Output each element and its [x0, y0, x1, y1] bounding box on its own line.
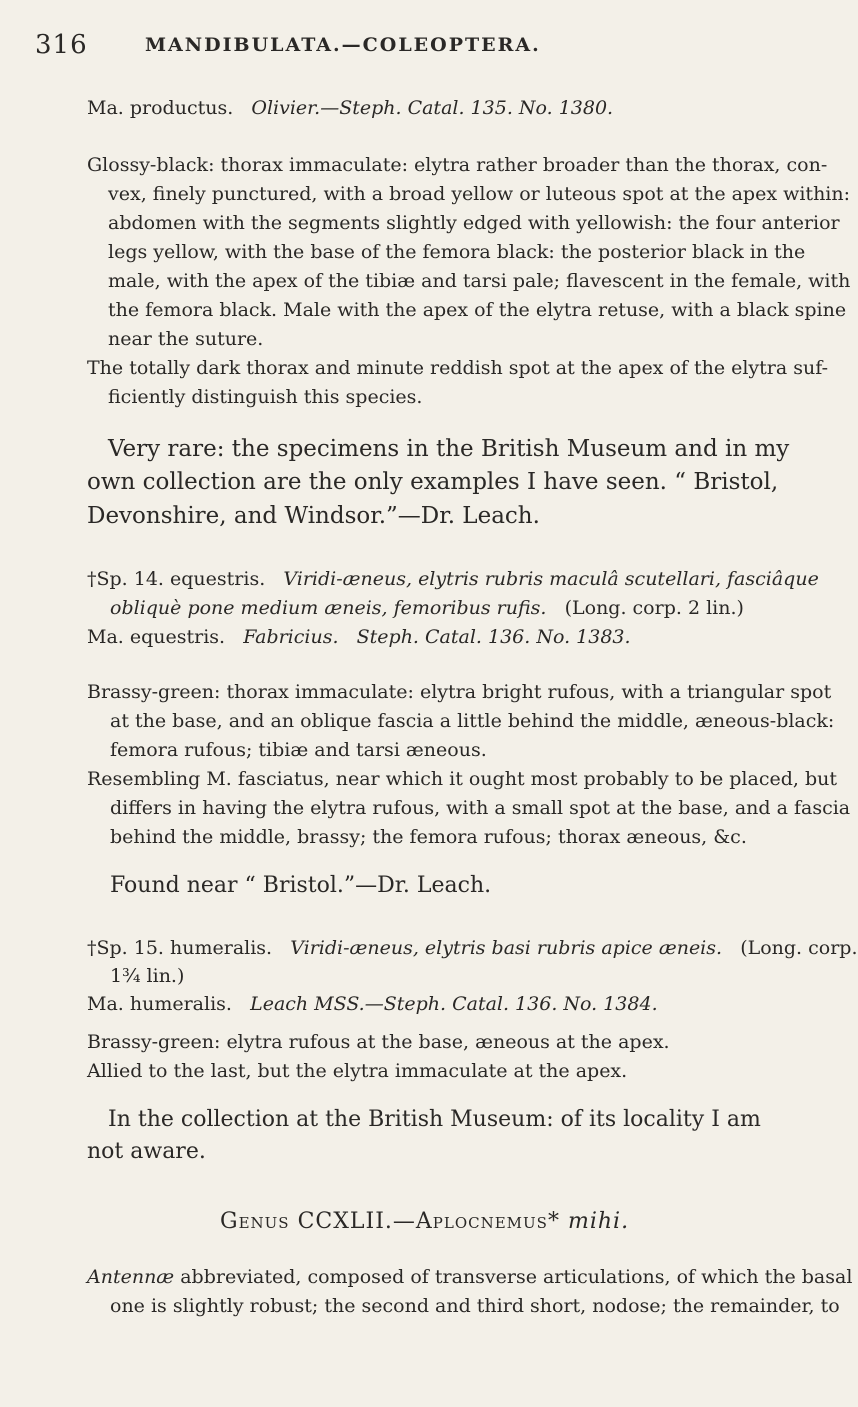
latin-diagnosis: Viridi-æneus, elytris rubris maculâ scutellari, fasciâque	[283, 568, 819, 590]
synonym-line	[87, 96, 613, 122]
locality-line: Very rare: the specimens in the British Museum and in my	[108, 436, 790, 462]
synonym-authority-name: Fabricius.	[243, 626, 339, 648]
synonym-authority: Olivier.—Steph. Catal. 135. No. 1380.	[251, 97, 614, 119]
note-line: behind the middle, brassy; the femora rufous; thorax æneous, &c.	[110, 826, 747, 848]
synonym-authority: —Steph. Catal. 136. No. 1384.	[364, 993, 658, 1015]
locality-line: Devonshire, and Windsor.”—Dr. Leach.	[87, 503, 540, 529]
species-heading	[87, 936, 858, 962]
note-line: Allied to the last, but the elytra immaculate at the apex.	[87, 1060, 628, 1082]
description-line: near the suture.	[108, 328, 264, 350]
description-line: Brassy-green: elytra rufous at the base, æneous at the apex.	[87, 1031, 670, 1053]
description-line: Glossy-black: thorax immaculate: elytra rather broader than the thorax, con-	[87, 154, 828, 176]
genus-authority: mihi.	[567, 1209, 630, 1234]
description-line: Brassy-green: thorax immaculate: elytra bright rufous, with a triangular spot	[87, 681, 832, 703]
description-line: femora rufous; tibiæ and tarsi æneous.	[110, 739, 487, 761]
synonym-name: Ma. equestris.	[87, 626, 226, 648]
description-line: abdomen with the segments slightly edged with yellowish: the four anterior	[108, 212, 840, 234]
synonym-line	[87, 625, 631, 651]
body-measure: (Long. corp. 2 lin.)	[564, 597, 744, 619]
genus-description-line: one is slightly robust; the second and third short, nodose; the remainder, to	[110, 1295, 840, 1317]
description-line: legs yellow, with the base of the femora black: the posterior black in the	[108, 241, 806, 263]
note-line: ficiently distinguish this species.	[108, 386, 423, 408]
running-head: MANDIBULATA.—COLEOPTERA.	[145, 34, 541, 56]
body-measure: (Long. corp.	[740, 937, 858, 959]
species-label: †Sp. 15. humeralis.	[87, 937, 273, 959]
latin-diagnosis: obliquè pone medium æneis, femoribus rufis.	[110, 597, 547, 619]
synonym-name: Ma. humeralis.	[87, 993, 232, 1015]
genus-number: CCXLII.	[297, 1209, 393, 1234]
note-line: Resembling M. fasciatus, near which it ought most probably to be placed, but	[87, 768, 837, 790]
note-line: differs in having the elytra rufous, with a small spot at the base, and a fascia	[110, 797, 851, 819]
description-line: male, with the apex of the tibiæ and tarsi pale; flavescent in the female, with	[108, 270, 851, 292]
synonym-authority-name: Leach MSS.	[250, 993, 365, 1015]
synonym-name: Ma. productus.	[87, 97, 234, 119]
synonym-authority: Steph. Catal. 136. No. 1383.	[356, 626, 631, 648]
note-line: The totally dark thorax and minute reddish spot at the apex of the elytra suf-	[87, 357, 829, 379]
description-line: at the base, and an oblique fascia a little behind the middle, æneous-black:	[110, 710, 835, 732]
genus-description-line: Antennæ abbreviated, composed of transverse articulations, of which the basal	[87, 1266, 853, 1288]
genus-name: —Aplocnemus*	[392, 1209, 560, 1234]
locality-line: not aware.	[87, 1139, 206, 1164]
species-label: †Sp. 14. equestris.	[87, 568, 266, 590]
synonym-line	[87, 992, 658, 1018]
page-header	[35, 22, 775, 62]
latin-diagnosis: Viridi-æneus, elytris basi rubris apice æneis.	[290, 937, 723, 959]
genus-word: Genus	[220, 1209, 290, 1234]
locality-line: own collection are the only examples I have seen. “ Bristol,	[87, 469, 779, 495]
page-number: 316	[35, 30, 88, 60]
body-measure-cont: 1¾ lin.)	[110, 965, 185, 987]
description-line: the femora black. Male with the apex of the elytra retuse, with a black spine	[108, 299, 847, 321]
antennae-term: Antennæ	[87, 1266, 175, 1288]
locality-line: Found near “ Bristol.”—Dr. Leach.	[110, 873, 492, 898]
locality-line: In the collection at the British Museum: of its locality I am	[108, 1107, 761, 1132]
species-heading-cont	[110, 596, 744, 622]
species-heading	[87, 567, 819, 593]
genus-heading	[220, 1210, 629, 1236]
description-line: vex, finely punctured, with a broad yellow or luteous spot at the apex within:	[108, 183, 851, 205]
